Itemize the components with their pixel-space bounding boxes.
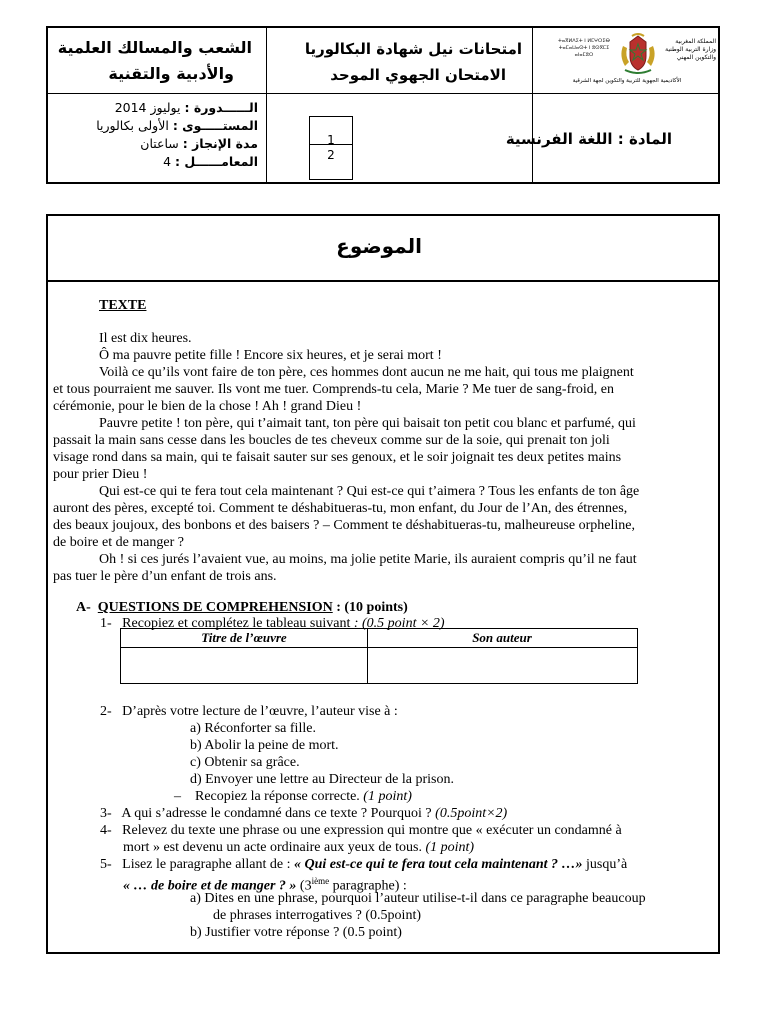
question-1-number: 1- xyxy=(100,616,112,631)
question-4-continued xyxy=(123,839,474,856)
coefficient-label: المعامــــــل : xyxy=(175,154,258,169)
section-a-letter: A- xyxy=(76,600,91,615)
question-3 xyxy=(100,805,507,822)
level-label: المستـــــوى : xyxy=(172,118,258,133)
question-4 xyxy=(100,822,622,839)
session-value: يوليوز 2014 xyxy=(114,100,181,115)
text-line-4: et tous pourraient me sauver. Ils vont me tuer. Comprends-tu cela, Marie ? Me tuer de sang-froid, en xyxy=(53,382,614,397)
text-line-15: pas tuer le père d’un enfant de trois ans. xyxy=(53,569,277,584)
answer-table xyxy=(120,628,638,684)
text-line-13: de boire et de manger ? xyxy=(53,535,184,550)
question-3-number: 3- xyxy=(100,806,112,821)
table-header-title: Titre de l’œuvre xyxy=(201,630,287,645)
exam-title-line2: الامتحان الجهوي الموحد xyxy=(330,66,506,84)
question-2-recopy xyxy=(174,788,412,805)
text-line-8: visage rond dans sa main, qui te faisait sauter sur ses genoux, et le soir joignait tes deux petites mains xyxy=(53,450,622,465)
exam-info-cell xyxy=(48,94,267,184)
question-1-points: : (0.5 point × 2) xyxy=(353,616,445,631)
duration-label: مدة الإنجاز : xyxy=(182,136,258,151)
text-line-9: pour prier Dieu ! xyxy=(53,467,148,482)
question-2-recopy-dash: – xyxy=(174,789,181,804)
question-1-text: Recopiez et complétez le tableau suivant xyxy=(122,616,351,631)
question-2-option-d: d) Envoyer une lettre au Directeur de la prison. xyxy=(190,772,454,787)
question-2-text: D’après votre lecture de l’œuvre, l’auteur vise à : xyxy=(122,704,398,719)
text-line-1: Il est dix heures. xyxy=(99,331,192,346)
text-line-14: Oh ! si ces jurés l’avaient vue, au moins, ma jolie petite Marie, ils auraient compris qu’il ne faut xyxy=(99,552,637,567)
question-5-quote-start: « Qui est-ce qui te fera tout cela maintenant ? …» xyxy=(293,857,583,872)
page-number-box xyxy=(309,116,353,180)
subject-cell xyxy=(505,94,720,184)
question-2 xyxy=(100,703,398,720)
question-5-quote-end: « … de boire et de manger ? » xyxy=(123,878,297,894)
text-line-10: Qui est-ce qui te fera tout cela maintenant ? Qui est-ce qui t’aimera ? Tous les enfants de ton âge xyxy=(99,484,640,499)
question-5b-line: b) Justifier votre réponse ? (0.5 point) xyxy=(190,925,402,940)
table-column-divider xyxy=(367,629,368,683)
page-divider xyxy=(310,144,352,145)
text-line-2: Ô ma pauvre petite fille ! Encore six heures, et je serai mort ! xyxy=(99,348,442,363)
question-2-recopy-points: (1 point) xyxy=(363,789,412,804)
level-value: الأولى بكالوريا xyxy=(96,118,169,133)
streams-cell xyxy=(48,28,267,94)
question-4-points: (1 point) xyxy=(425,840,475,855)
question-5-ordinal-close: paragraphe) : xyxy=(332,878,407,894)
table-header-divider xyxy=(121,647,637,648)
question-5-text-b: jusqu’à xyxy=(586,857,628,872)
streams-line1: الشعب والمسالك العلمية xyxy=(57,38,252,57)
question-5a-line1: a) Dites en une phrase, pourquoi l’auteur utilise-t-il dans ce paragraphe beaucoup xyxy=(190,891,646,906)
question-4-line1: Relevez du texte une phrase ou une expression qui montre que « exécuter un condamné à xyxy=(122,823,622,838)
text-line-7: passait la main sans cesse dans les boucles de tes cheveux comme sur de la soie, qui prenait ton joli xyxy=(53,433,610,448)
question-5-ordinal-sup: ième xyxy=(311,876,330,886)
coefficient-value: 4 xyxy=(163,154,172,169)
coat-of-arms-icon xyxy=(613,32,663,78)
streams-line2: والأدبية والتقنية xyxy=(108,64,234,83)
question-5 xyxy=(100,856,627,873)
level-row xyxy=(96,118,258,133)
logo-tifinagh-text: ⵜⴰⴳⵍⴷⵉⵜ ⵏ ⵍⵎⵖⵔⵉⴱ ⵜⴰⵎⴰⵡⴰⵙⵜ ⵏ ⵓⵙⴳⵎⵉ ⴰⵏⴰⵎⵓⵔ xyxy=(558,38,610,58)
section-a-points: : (10 points) xyxy=(336,600,408,615)
page-number-2: 2 xyxy=(327,148,335,162)
question-4-line2: mort » est devenu un acte ordinaire aux yeux de tous. xyxy=(123,840,422,855)
duration-value: ساعتان xyxy=(140,136,179,151)
question-2-recopy-text: Recopiez la réponse correcte. xyxy=(195,789,360,804)
question-5-text-a: Lisez le paragraphe allant de : xyxy=(122,857,291,872)
question-2-option-c: c) Obtenir sa grâce. xyxy=(190,755,300,770)
page-number-1: 1 xyxy=(327,133,335,147)
session-label: الــــــدورة : xyxy=(184,100,258,115)
ministry-logo-cell xyxy=(533,28,720,94)
logo-academy-text: الأكاديمية الجهوية للتربية والتكوين لجهة الشرقية xyxy=(572,78,682,84)
text-line-12: des beaux joujoux, des bonbons et des baisers ? – Comment te déshabitueras-tu, malheureuse orpheline, xyxy=(53,518,636,533)
question-2-option-a: a) Réconforter sa fille. xyxy=(190,721,316,736)
title-band xyxy=(48,216,718,282)
subject-title: الموضوع xyxy=(336,234,422,258)
question-4-number: 4- xyxy=(100,823,112,838)
question-3-text: A qui s’adresse le condamné dans ce texte ? Pourquoi ? xyxy=(121,806,432,821)
subject-label: المادة : اللغة الفرنسية xyxy=(505,130,672,148)
question-5-number: 5- xyxy=(100,857,112,872)
section-a-heading xyxy=(76,599,408,616)
text-line-11: auront des pères, excepté toi. Comment te déshabitueras-tu, mon enfant, du Jour de l’An, des étrennes, xyxy=(53,501,628,516)
exam-title-line1: امتحانات نيل شهادة البكالوريا xyxy=(304,40,522,58)
coefficient-row xyxy=(163,154,258,169)
question-2-option-b: b) Abolir la peine de mort. xyxy=(190,738,339,753)
text-heading: TEXTE xyxy=(99,298,147,313)
text-line-3: Voilà ce qu’ils vont faire de ton père, ces hommes dont aucun ne me hait, qui tous me plaignent xyxy=(99,365,634,380)
text-line-5: cérémonie, pour le bien de la chose ! Ah ! grand Dieu ! xyxy=(53,399,362,414)
question-2-number: 2- xyxy=(100,704,112,719)
question-5a-line2: de phrases interrogatives ? (0.5point) xyxy=(213,908,421,923)
text-line-6: Pauvre petite ! ton père, qui t’aimait tant, ton père qui baisait ton petit cou blanc et parfumé, qui xyxy=(99,416,636,431)
duration-row xyxy=(140,136,258,151)
question-3-points: (0.5point×2) xyxy=(435,806,508,821)
exam-header xyxy=(46,26,720,184)
logo-ministry-text: المملكة المغربية وزارة التربية الوطنية والتكوين المهني xyxy=(665,38,716,61)
session-row xyxy=(115,100,258,115)
exam-title-cell xyxy=(267,28,533,94)
pages-cell xyxy=(267,94,533,184)
table-header-author: Son auteur xyxy=(472,630,532,645)
question-5-ordinal-open: (3 xyxy=(299,878,312,894)
section-a-title: QUESTIONS DE COMPREHENSION xyxy=(97,600,333,615)
